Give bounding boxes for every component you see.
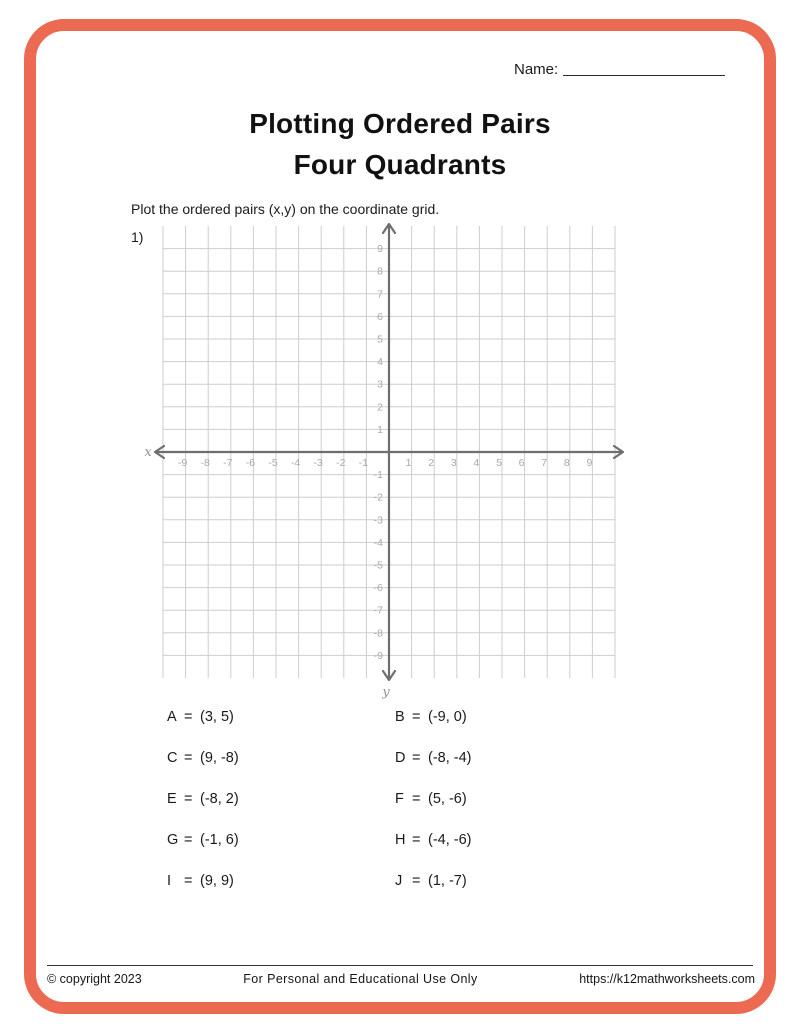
svg-text:3: 3 [377, 378, 383, 391]
svg-text:y: y [382, 685, 390, 700]
svg-text:-5: -5 [268, 457, 278, 469]
pair-equals: = [412, 709, 421, 725]
svg-text:-4: -4 [290, 457, 301, 469]
svg-text:6: 6 [377, 310, 383, 323]
svg-text:8: 8 [563, 457, 570, 469]
svg-text:1: 1 [405, 457, 412, 469]
svg-text:4: 4 [377, 356, 383, 369]
pair-equals: = [184, 791, 193, 807]
ordered-pair-item [167, 832, 395, 849]
svg-text:-3: -3 [313, 457, 323, 469]
coordinate-grid [140, 218, 640, 704]
pair-equals: = [184, 832, 193, 848]
pair-value: (-8, 2) [200, 791, 239, 807]
pair-value: (9, 9) [200, 873, 234, 889]
pair-equals: = [412, 832, 421, 848]
ordered-pair-item [395, 873, 635, 890]
svg-text:4: 4 [473, 457, 480, 469]
svg-text:-1: -1 [358, 457, 369, 469]
page-title-line1: Plotting Ordered Pairs [249, 108, 551, 139]
pair-equals: = [184, 873, 193, 889]
pair-letter: E [167, 791, 177, 807]
ordered-pair-item [395, 750, 635, 767]
pair-equals: = [412, 791, 421, 807]
svg-text:-6: -6 [245, 457, 256, 469]
pair-value: (-1, 6) [200, 832, 239, 848]
svg-text:-5: -5 [373, 559, 383, 572]
ordered-pair-item [395, 709, 635, 726]
pair-value: (-9, 0) [428, 709, 467, 725]
footer-copyright: © copyright 2023 [47, 972, 142, 986]
ordered-pair-item [395, 832, 635, 849]
svg-text:9: 9 [377, 243, 383, 256]
footer-divider [47, 965, 753, 966]
ordered-pair-item [167, 750, 395, 767]
svg-text:x: x [144, 445, 152, 460]
footer [47, 972, 755, 986]
svg-text:-9: -9 [373, 649, 383, 662]
pair-letter: G [167, 832, 179, 848]
svg-text:-6: -6 [373, 582, 383, 595]
pair-value: (-4, -6) [428, 832, 472, 848]
ordered-pair-item [395, 791, 635, 808]
pair-value: (3, 5) [200, 709, 234, 725]
pair-value: (1, -7) [428, 873, 467, 889]
axes [155, 224, 623, 680]
problem-number: 1) [131, 229, 144, 245]
pair-letter: B [395, 709, 405, 725]
pair-value: (-8, -4) [428, 750, 472, 766]
name-field-row [514, 60, 725, 78]
svg-text:7: 7 [377, 288, 383, 301]
svg-text:1: 1 [377, 423, 383, 436]
svg-text:-7: -7 [373, 604, 383, 617]
name-label: Name: [514, 61, 559, 78]
svg-text:3: 3 [450, 457, 457, 469]
ordered-pair-item [167, 873, 395, 890]
pair-equals: = [184, 709, 193, 725]
pair-equals: = [184, 750, 193, 766]
pair-equals: = [412, 750, 421, 766]
pair-value: (5, -6) [428, 791, 467, 807]
footer-url-link[interactable]: https://k12mathworksheets.com [579, 972, 755, 986]
page-title-line2: Four Quadrants [293, 149, 507, 180]
pair-letter: A [167, 709, 177, 725]
ordered-pairs-list [167, 709, 635, 890]
svg-text:8: 8 [377, 265, 383, 278]
svg-text:9: 9 [586, 457, 593, 469]
footer-usage: For Personal and Educational Use Only [243, 972, 478, 986]
svg-text:5: 5 [496, 457, 502, 469]
svg-text:-7: -7 [223, 457, 233, 469]
svg-text:-2: -2 [373, 491, 383, 504]
svg-text:2: 2 [428, 457, 435, 469]
svg-text:7: 7 [541, 457, 548, 469]
axis-letters [144, 445, 390, 700]
pair-letter: H [395, 832, 406, 848]
pair-value: (9, -8) [200, 750, 239, 766]
pair-letter: F [395, 791, 404, 807]
coordinate-grid-svg [140, 218, 640, 704]
svg-text:2: 2 [377, 401, 383, 414]
pair-letter: I [167, 873, 172, 889]
svg-text:-2: -2 [336, 457, 346, 469]
svg-text:5: 5 [377, 333, 383, 346]
pair-letter: C [167, 750, 178, 766]
pair-letter: D [395, 750, 406, 766]
svg-text:-1: -1 [373, 469, 383, 482]
svg-text:-4: -4 [373, 536, 383, 549]
pair-letter: J [395, 873, 403, 889]
svg-text:6: 6 [518, 457, 525, 469]
name-underline-field[interactable] [563, 60, 725, 76]
pair-equals: = [412, 873, 421, 889]
ordered-pair-item [167, 791, 395, 808]
svg-text:-8: -8 [373, 627, 383, 640]
svg-text:-9: -9 [177, 457, 188, 469]
svg-text:-3: -3 [373, 514, 383, 527]
page-title [0, 103, 800, 185]
svg-text:-8: -8 [200, 457, 210, 469]
instruction-text: Plot the ordered pairs (x,y) on the coordinate grid. [131, 201, 440, 217]
ordered-pair-item [167, 709, 395, 726]
